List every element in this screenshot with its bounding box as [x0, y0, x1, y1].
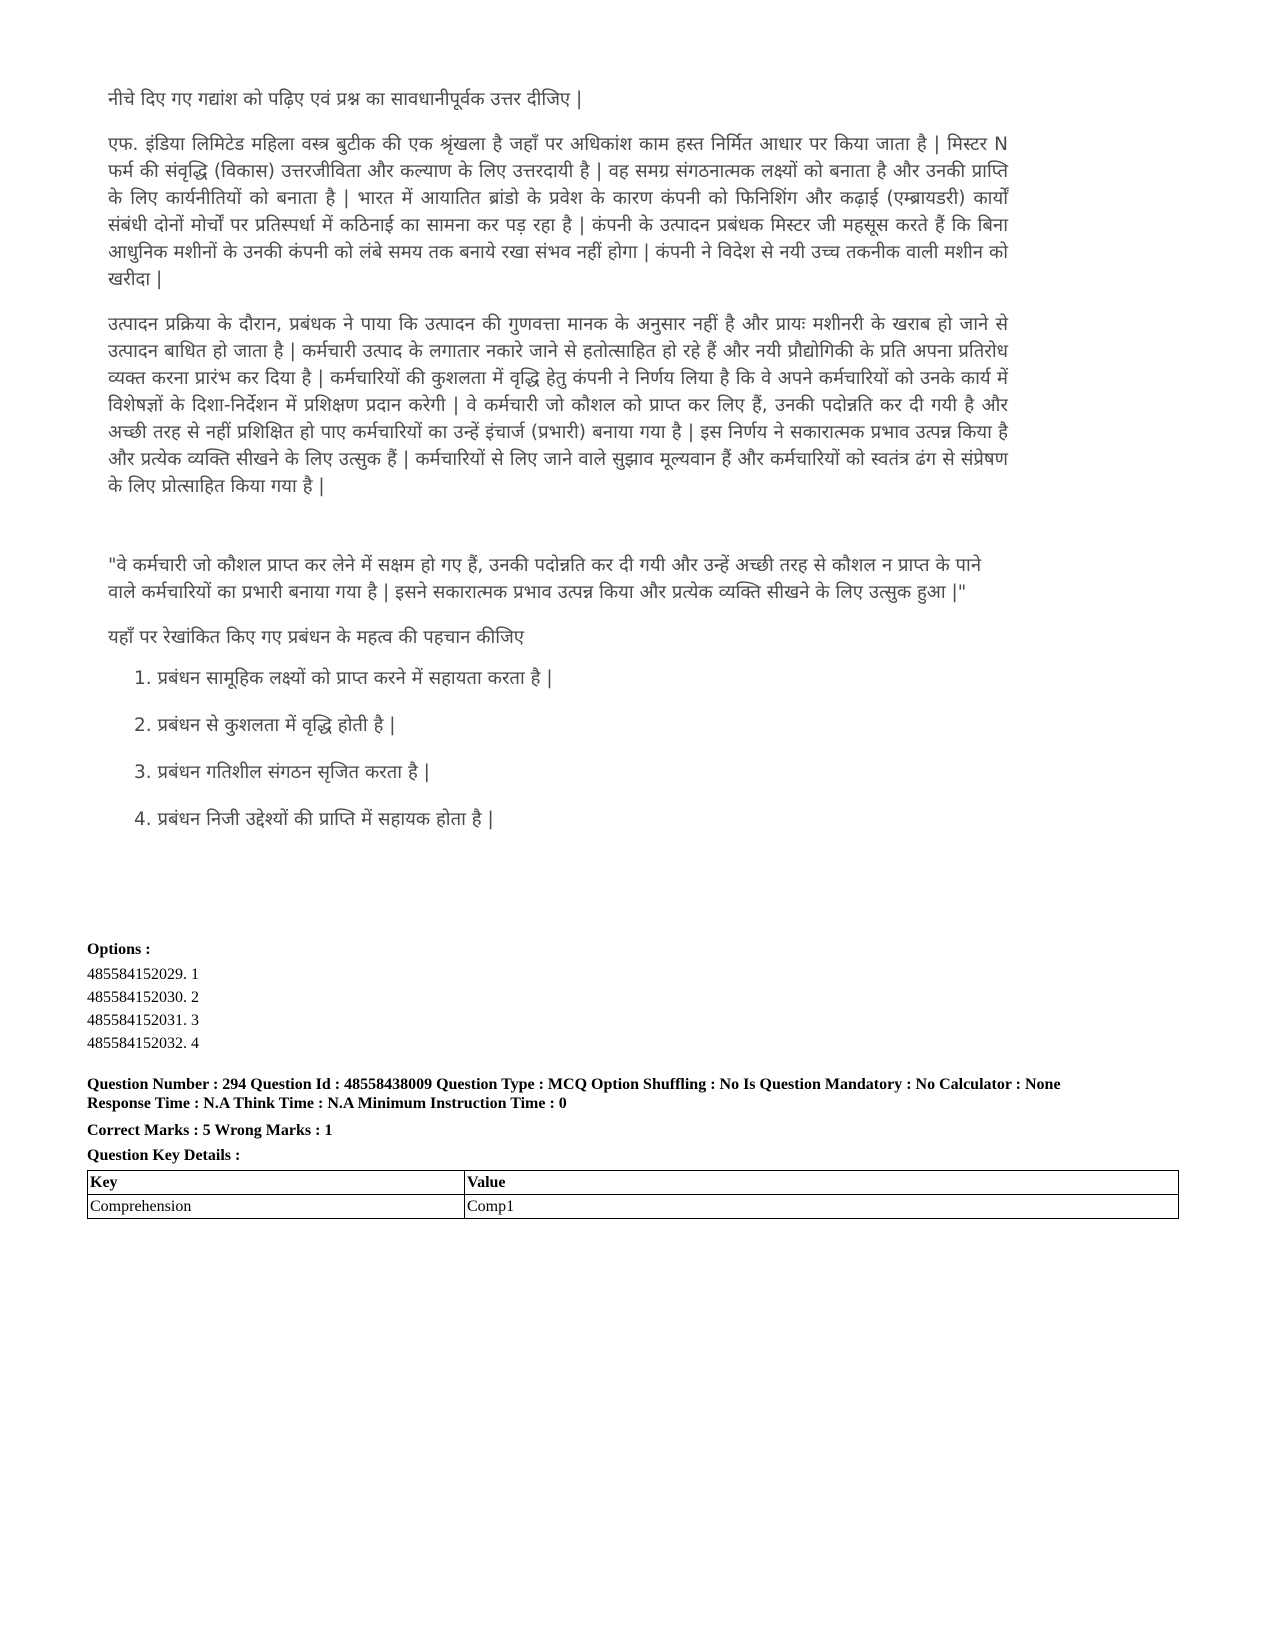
option-item: 485584152032. 4: [87, 1035, 199, 1052]
marks-line: Correct Marks : 5 Wrong Marks : 1: [87, 1122, 333, 1139]
question-info-line: Response Time : N.A Think Time : N.A Minimum Instruction Time : 0: [87, 1095, 567, 1112]
question-info: [87, 1075, 1197, 1113]
option-item: 485584152029. 1: [87, 966, 199, 983]
table-row: [88, 1195, 1179, 1219]
question-metadata: [87, 938, 1197, 1219]
option-item: 485584152031. 3: [87, 1012, 199, 1029]
key-details-table: [87, 1170, 1179, 1219]
table-header-cell: Key: [88, 1171, 465, 1195]
choice-item: 1. प्रबंधन सामूहिक लक्ष्यों को प्राप्त करने में सहायता करता है |: [134, 668, 553, 689]
passage-instruction: नीचे दिए गए गद्यांश को पढ़िए एवं प्रश्न का सावधानीपूर्वक उत्तर दीजिए |: [108, 89, 583, 110]
passage-paragraph-2: उत्पादन प्रक्रिया के दौरान, प्रबंधक ने पाया कि उत्पादन की गुणवत्ता मानक के अनुसार नहीं है और प्रायः मशीनरी के खराब हो जाने से उत्पादन बाधित हो जाता है | कर्मचारी उत्पाद के लगातार नकारे जाने से हतोत्साहित हो रहे हैं और नयी प्रौद्योगिकी के प्रति अपना प्रतिरोध व्यक्त करना प्रारंभ कर दिया है | कर्मचारियों की कुशलता में वृद्धि हेतु कंपनी ने निर्णय लिया है कि वे अपने कर्मचारियों को उनके कार्य में विशेषज्ञों के दिशा-निर्देशन में प्रशिक्षण प्रदान करेगी | वे कर्मचारी जो कौशल को प्राप्त कर लिए हैं, उनकी पदोन्नति कर दी गयी है और अच्छी तरह से नहीं प्रशिक्षित हो पाए कर्मचारियों का उन्हें इंचार्ज (प्रभारी) बनाया गया है | इस निर्णय ने सकारात्मक प्रभाव उत्पन्न किया है और प्रत्येक व्यक्ति सीखने के लिए उत्सुक हैं | कर्मचारियों से लिए जाने वाले सुझाव मूल्यवान हैं और कर्मचारियों को स्वतंत्र ढंग से संप्रेषण के लिए प्रोत्साहित किया गया है |: [108, 314, 1008, 497]
table-cell: Comp1: [465, 1195, 1179, 1219]
choice-item: 2. प्रबंधन से कुशलता में वृद्धि होती है |: [134, 715, 396, 736]
option-item: 485584152030. 2: [87, 989, 199, 1006]
choice-item: 4. प्रबंधन निजी उद्देश्यों की प्राप्ति में सहायक होता है |: [134, 809, 494, 830]
options-label: Options :: [87, 941, 151, 958]
question-info-line: Question Number : 294 Question Id : 48558438009 Question Type : MCQ Option Shuffling : No Is Question Mandatory : No Calculator : None: [87, 1076, 1061, 1093]
choice-item: 3. प्रबंधन गतिशील संगठन सृजित करता है |: [134, 762, 430, 783]
table-header-row: [88, 1171, 1179, 1195]
key-details-label: Question Key Details :: [87, 1147, 241, 1164]
passage-paragraph-1: एफ. इंडिया लिमिटेड महिला वस्त्र बुटीक की एक श्रृंखला है जहाँ पर अधिकांश काम हस्त निर्मित आधार पर किया जाता है | मिस्टर N फर्म की संवृद्धि (विकास) उत्तरजीविता और कल्याण के लिए उत्तरदायी है | वह समग्र संगठनात्मक लक्ष्यों को बनाता है और उनकी प्राप्ति के लिए कार्यनीतियों को बनाता है | भारत में आयातित ब्रांडो के प्रवेश के कारण कंपनी को फिनिशिंग और कढ़ाई (एम्ब्रायडरी) कार्यों संबंधी दोनों मोर्चों पर प्रतिस्पर्धा में कठिनाई का सामना कर पड़ रहा है | कंपनी के उत्पादन प्रबंधक मिस्टर जी महसूस करते हैं कि बिना आधुनिक मशीनों के उनकी कंपनी को लंबे समय तक बनाये रखा संभव नहीं होगा | कंपनी ने विदेश से नयी उच्च तकनीक वाली मशीन को खरीदा |: [108, 134, 1008, 290]
passage-quote: "वे कर्मचारी जो कौशल प्राप्त कर लेने में सक्षम हो गए हैं, उनकी पदोन्नति कर दी गयी और उन्हें अच्छी तरह से कौशल न प्राप्त के पाने वाले कर्मचारियों का प्रभारी बनाया गया है | इसने सकारात्मक प्रभाव उत्पन्न किया और प्रत्येक व्यक्ति सीखने के लिए उत्सुक हुआ |": [108, 555, 982, 603]
question-prompt: यहाँ पर रेखांकित किए गए प्रबंधन के महत्व की पहचान कीजिए: [108, 627, 525, 648]
choice-list: [108, 665, 1008, 833]
question-passage-image: [108, 86, 1008, 853]
table-cell: Comprehension: [88, 1195, 465, 1219]
table-header-cell: Value: [465, 1171, 1179, 1195]
